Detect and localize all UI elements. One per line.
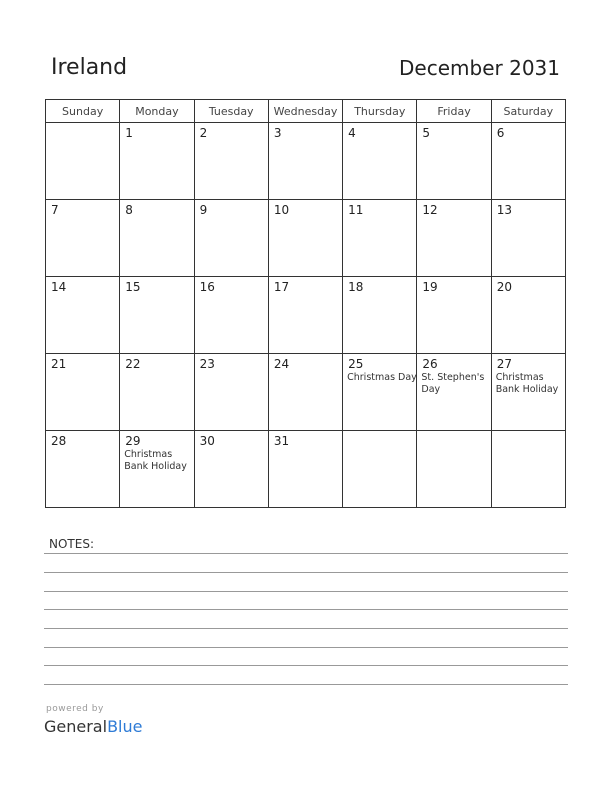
day-cell [120, 354, 194, 431]
holiday-label: Christmas Bank Holiday [124, 449, 187, 472]
day-cell [120, 277, 194, 354]
notes-line [44, 665, 568, 666]
day-cell [46, 354, 120, 431]
day-cell [268, 354, 342, 431]
day-cell [268, 123, 342, 200]
day-number: 28 [51, 434, 67, 448]
weekday-monday: Monday [120, 100, 194, 123]
weekday-wednesday: Wednesday [268, 100, 342, 123]
day-number: 3 [273, 126, 282, 140]
week-row-1 [46, 123, 566, 200]
day-number: 20 [496, 280, 512, 294]
day-cell [491, 277, 565, 354]
day-cell [343, 431, 417, 508]
day-cell [417, 431, 491, 508]
day-cell [194, 277, 268, 354]
holiday-label: Christmas Bank Holiday [495, 372, 559, 395]
day-number: 9 [199, 203, 208, 217]
notes-line [44, 684, 568, 685]
notes-line [44, 609, 568, 610]
day-number: 1 [125, 126, 133, 140]
day-cell [417, 277, 491, 354]
day-number: 26 [422, 357, 438, 371]
brand-general: General [44, 717, 108, 736]
day-cell [491, 431, 565, 508]
day-number: 6 [496, 126, 505, 140]
day-cell [343, 123, 417, 200]
day-number: 8 [125, 203, 133, 217]
day-number: 29 [125, 434, 141, 448]
day-cell [343, 354, 417, 431]
day-cell [194, 431, 268, 508]
day-number: 16 [199, 280, 215, 294]
week-row-5 [46, 431, 566, 508]
notes-line [44, 647, 568, 648]
week-row-3 [46, 277, 566, 354]
day-number: 24 [273, 357, 290, 371]
month-year-title: December 2031 [399, 56, 560, 80]
day-number: 13 [496, 203, 512, 217]
notes-line [44, 591, 568, 592]
day-number: 2 [199, 126, 208, 140]
day-cell [343, 277, 417, 354]
notes-label: NOTES: [49, 537, 94, 551]
weekday-friday: Friday [417, 100, 491, 123]
day-cell [268, 200, 342, 277]
day-number: 22 [125, 357, 141, 371]
day-cell [268, 277, 342, 354]
day-cell [417, 200, 491, 277]
weekday-tuesday: Tuesday [194, 100, 268, 123]
generalblue-logo [44, 717, 142, 736]
weekday-header-row [46, 100, 566, 123]
brand-blue: Blue [107, 717, 143, 736]
day-cell [491, 200, 565, 277]
day-cell [194, 354, 268, 431]
day-cell [120, 200, 194, 277]
powered-by-text: powered by [46, 704, 104, 714]
day-cell [417, 123, 491, 200]
day-number: 19 [422, 280, 438, 294]
notes-line [44, 628, 568, 629]
notes-line [44, 553, 568, 554]
holiday-label: Christmas Day [347, 372, 417, 383]
day-number: 27 [496, 357, 512, 371]
day-number: 30 [199, 434, 215, 448]
day-number: 4 [348, 126, 356, 140]
day-number: 5 [422, 126, 431, 140]
day-number: 12 [422, 203, 438, 217]
weekday-saturday: Saturday [491, 100, 565, 123]
day-number: 7 [51, 203, 59, 217]
day-cell [491, 123, 565, 200]
day-number: 31 [273, 434, 290, 448]
day-cell [343, 200, 417, 277]
day-cell [491, 354, 565, 431]
country-title: Ireland [51, 55, 128, 80]
day-cell [194, 123, 268, 200]
day-number: 11 [348, 203, 364, 217]
day-cell [120, 123, 194, 200]
day-number: 14 [51, 280, 67, 294]
week-row-4 [46, 354, 566, 431]
day-cell [46, 200, 120, 277]
week-row-2 [46, 200, 566, 277]
day-number: 15 [125, 280, 141, 294]
weekday-sunday: Sunday [46, 100, 120, 123]
day-cell [46, 277, 120, 354]
day-number: 18 [348, 280, 364, 294]
weekday-thursday: Thursday [343, 100, 417, 123]
day-number: 21 [51, 357, 67, 371]
day-cell [268, 431, 342, 508]
day-cell [46, 431, 120, 508]
day-number: 10 [273, 203, 290, 217]
day-cell [120, 431, 194, 508]
day-number: 17 [273, 280, 290, 294]
holiday-label: St. Stephen's Day [421, 372, 485, 395]
day-number: 25 [348, 357, 364, 371]
notes-line [44, 572, 568, 573]
day-cell [46, 123, 120, 200]
day-cell [194, 200, 268, 277]
calendar-grid [45, 99, 566, 508]
day-cell [417, 354, 491, 431]
day-number: 23 [199, 357, 215, 371]
